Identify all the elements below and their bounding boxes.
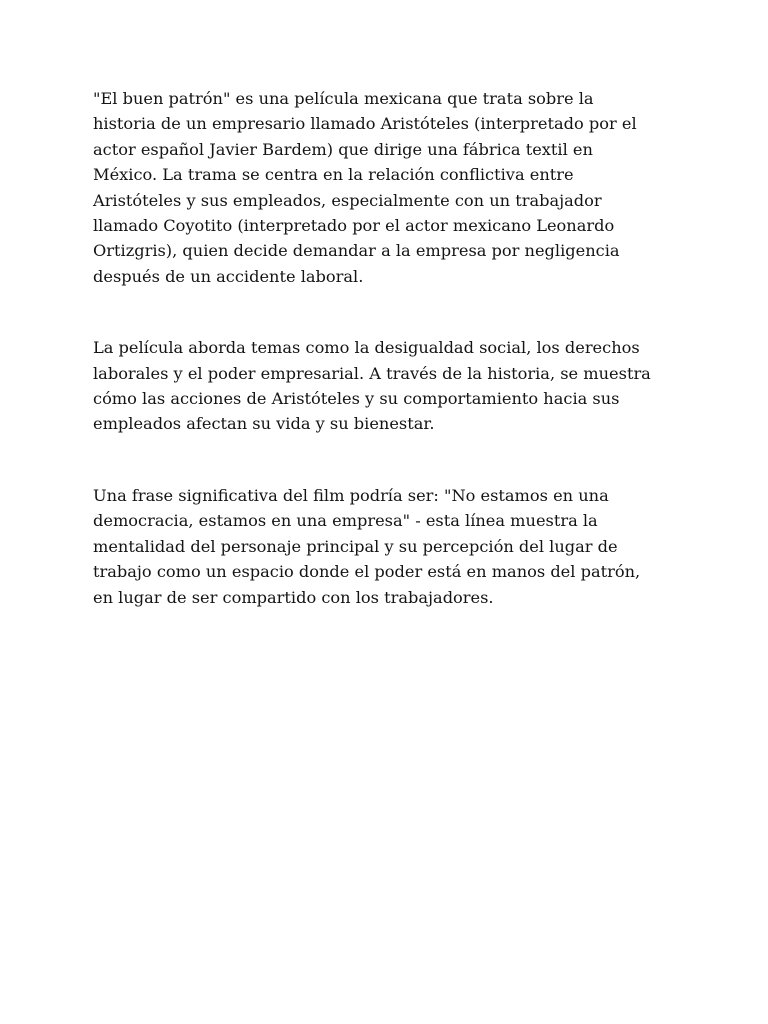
paragraph-line: después de un accidente laboral.	[93, 266, 364, 286]
paragraph-line: empleados afectan su vida y su bienestar.	[93, 414, 435, 434]
paragraph-line: Una frase significativa del film podría ser: "No estamos en una	[93, 485, 609, 505]
document-body	[93, 86, 683, 610]
paragraph-line: Aristóteles y sus empleados, especialmente con un trabajador	[93, 190, 602, 210]
paragraph-line: historia de un empresario llamado Aristóteles (interpretado por el	[93, 114, 637, 134]
paragraph-line: México. La trama se centra en la relación conflictiva entre	[93, 165, 574, 185]
paragraph-line: Ortizgris), quien decide demandar a la empresa por negligencia	[93, 241, 620, 261]
paragraph-3	[93, 483, 683, 610]
paragraph-line: llamado Coyotito (interpretado por el actor mexicano Leonardo	[93, 216, 615, 236]
paragraph-2	[93, 335, 683, 437]
paragraph-line: cómo las acciones de Aristóteles y su comportamiento hacia sus	[93, 389, 620, 409]
paragraph-line: La película aborda temas como la desigualdad social, los derechos	[93, 338, 640, 358]
paragraph-line: mentalidad del personaje principal y su percepción del lugar de	[93, 536, 618, 556]
paragraph-line: trabajo como un espacio donde el poder está en manos del patrón,	[93, 562, 641, 582]
paragraph-line: "El buen patrón" es una película mexicana que trata sobre la	[93, 89, 594, 108]
paragraph-line: en lugar de ser compartido con los trabajadores.	[93, 587, 494, 607]
paragraph-line: actor español Javier Bardem) que dirige una fábrica textil en	[93, 139, 593, 159]
paragraph-line: democracia, estamos en una empresa" - esta línea muestra la	[93, 511, 598, 531]
paragraph-line: laborales y el poder empresarial. A través de la historia, se muestra	[93, 363, 651, 383]
paragraph-1	[93, 86, 683, 289]
